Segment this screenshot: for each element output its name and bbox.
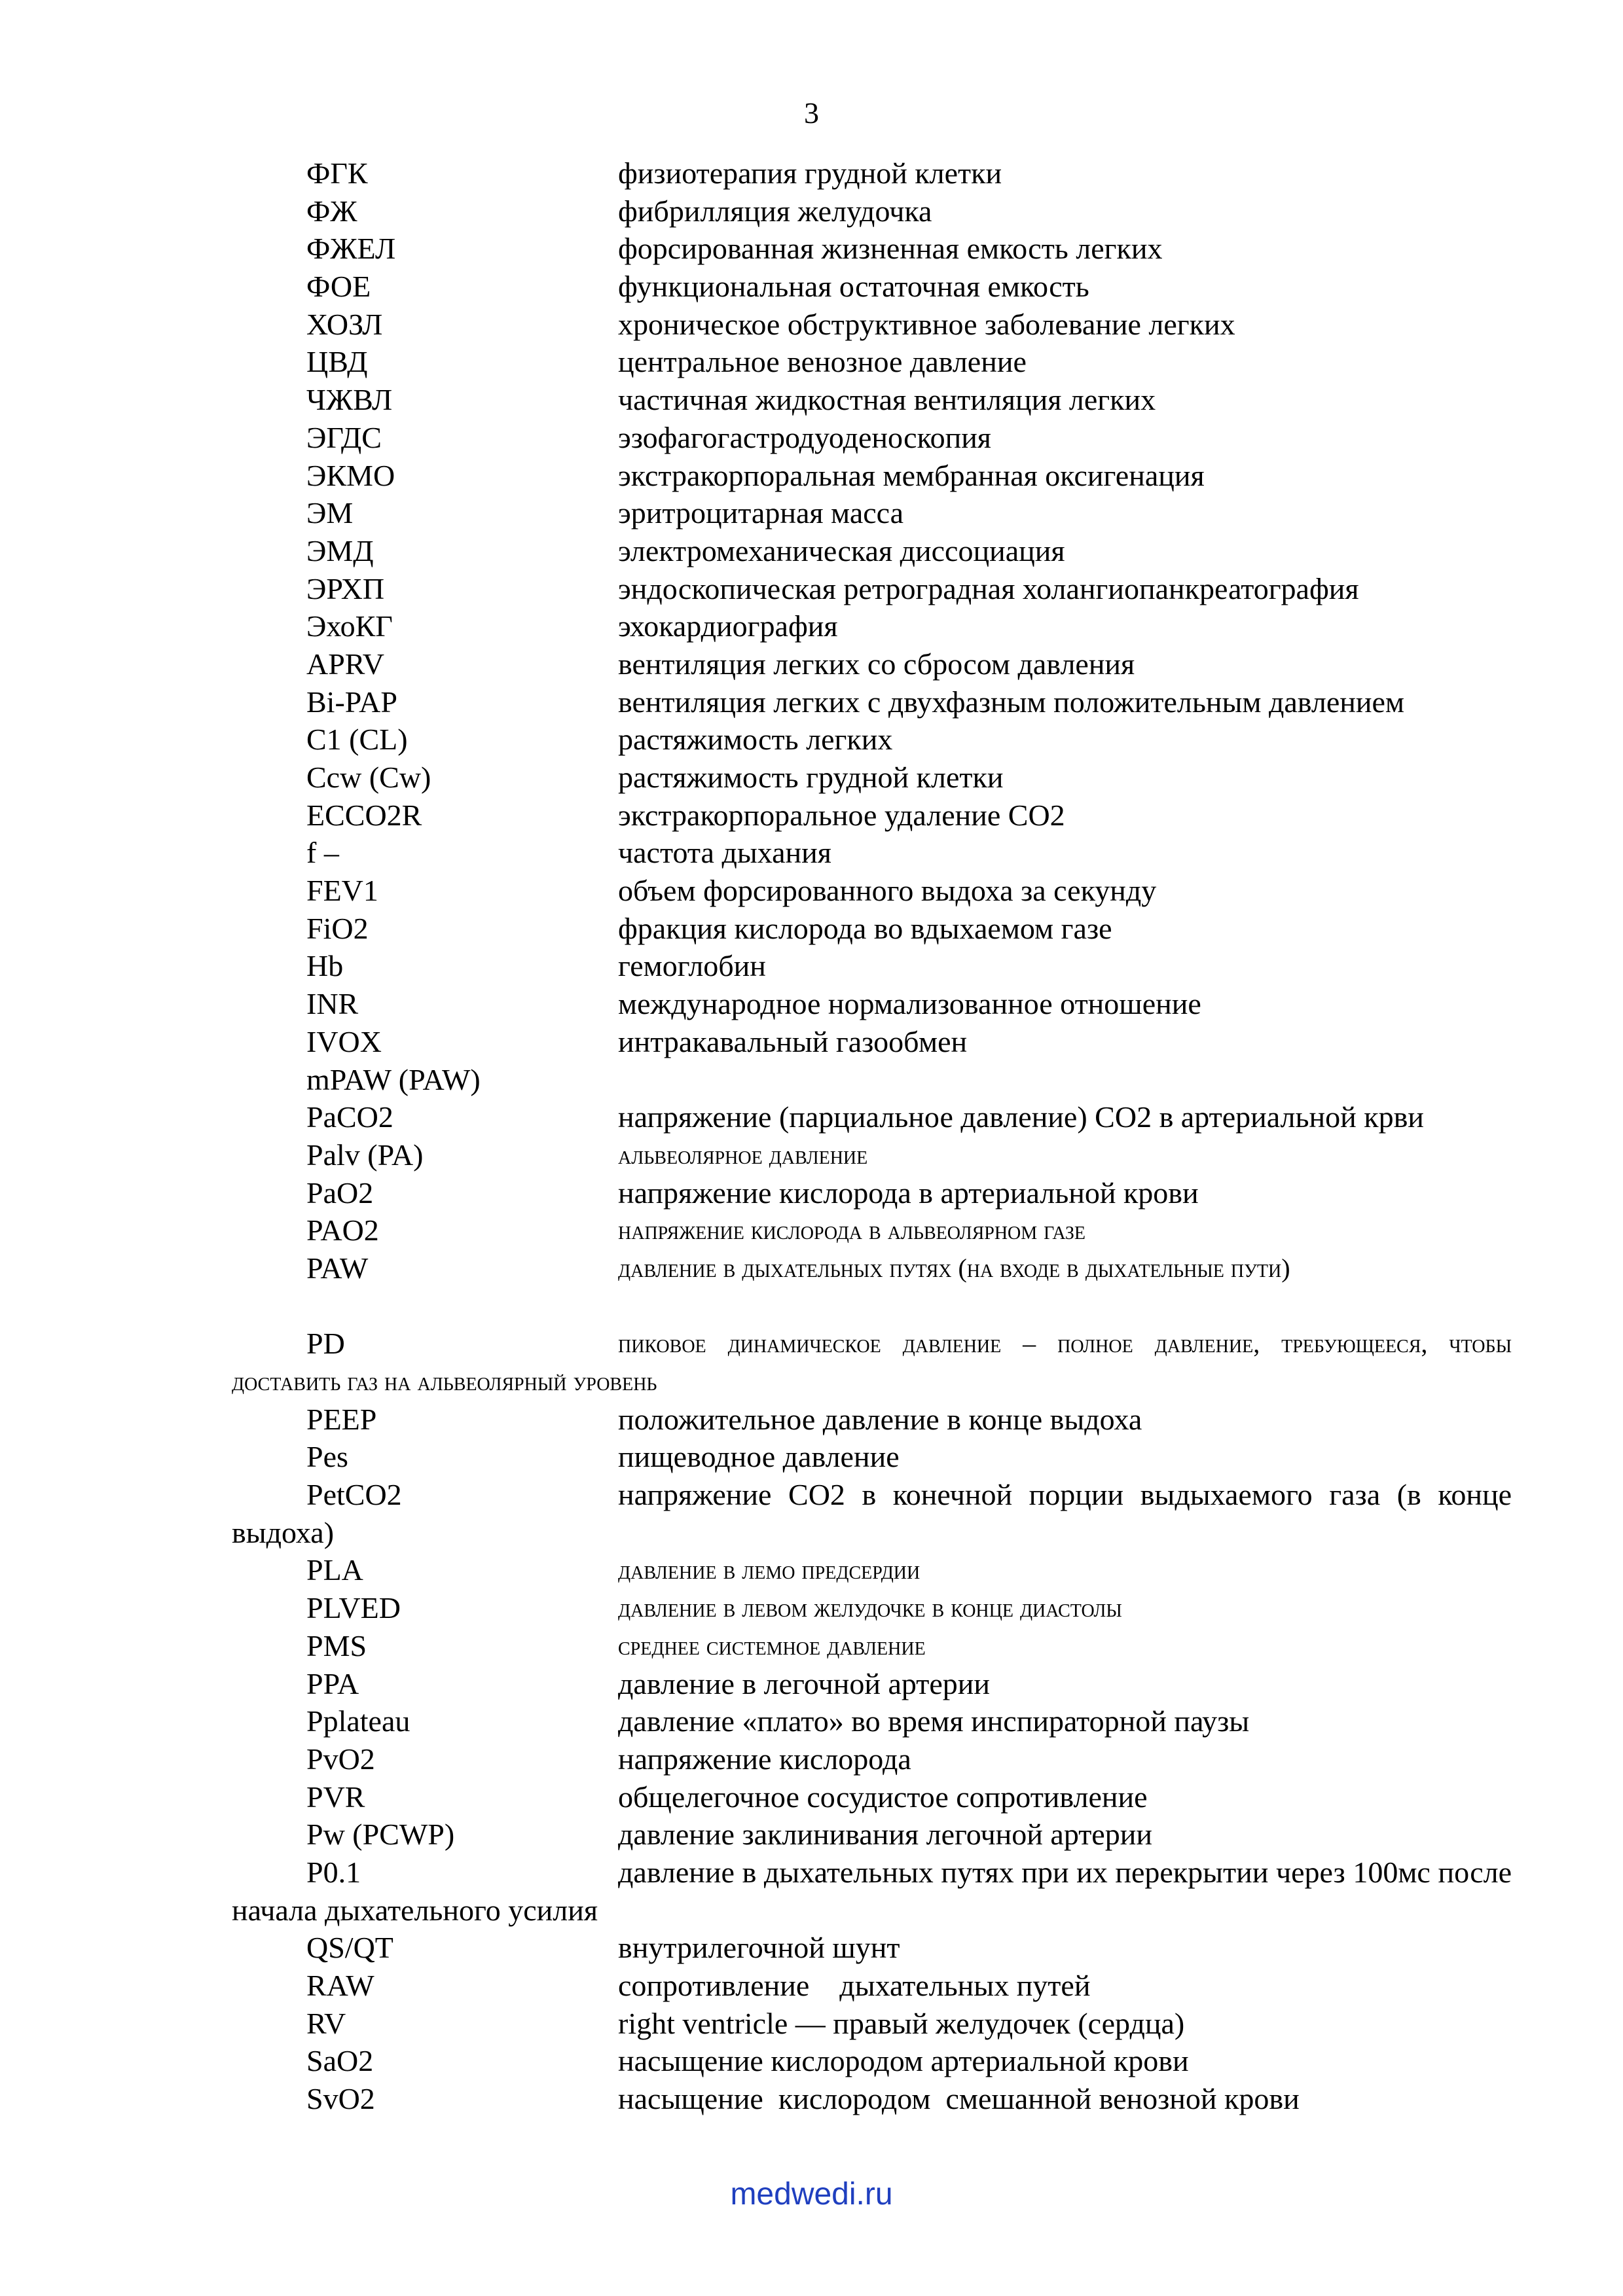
entry-definition: растяжимость легких [618,723,893,757]
entry-definition: пиковое динамическое давление – полное давление, требующееся, чтобы доставить газ на альвеолярный уровень [232,1329,1512,1397]
entry-abbr: ЭхоКГ [306,609,393,643]
entry-row-15 [232,721,1512,759]
entry-abbr: APRV [306,647,385,681]
entry-abbr: ФОЕ [306,270,371,304]
entry-definition: напряжение (парциальное давление) СО2 в артериальной крви [618,1100,1424,1134]
entry-definition: форсированная жизненная емкость легких [618,232,1163,266]
entry-abbr: P0.1 [306,1855,361,1889]
entry-definition: эхокардиография [618,609,838,643]
entry-definition: эритроцитарная масса [618,496,904,530]
entry-abbr: SvO2 [306,2082,375,2116]
entry-definition: электромеханическая диссоциация [618,533,1065,567]
entry-row-31 [232,1401,1512,1439]
entry-definition: среднее системное давление [618,1630,926,1660]
entry-row-3 [232,268,1512,306]
entry-definition: эндоскопическая ретроградная холангиопанкреатография [618,571,1359,605]
entry-abbr: PetCO2 [306,1478,402,1512]
entry-definition: объем форсированного выдоха за секунду [618,874,1157,908]
entry-row-28 [232,1211,1512,1249]
entry-row-23 [232,1023,1512,1061]
entry-row-17 [232,797,1512,834]
entry-abbr: Pw (PCWP) [306,1818,455,1852]
entry-row-30 [232,1325,1512,1400]
entry-definition: пищеводное давление [618,1440,900,1474]
entry-definition: насыщение кислородом смешанной венозной крови [618,2082,1300,2116]
entry-row-38 [232,1702,1512,1740]
entry-definition: интракавальный газообмен [618,1024,968,1058]
entry-abbr: PvO2 [306,1742,375,1776]
entry-definition: давление в легочной артерии [618,1666,991,1700]
entry-row-16 [232,759,1512,797]
entry-definition: растяжимость грудной клетки [618,761,1004,794]
entry-abbr: PaCO2 [306,1100,393,1134]
entry-abbr: Hb [306,949,344,983]
entry-abbr: Ccw (Cw) [306,761,431,794]
entry-abbr: ЧЖВЛ [306,383,393,417]
entry-definition: общелегочное сосудистое сопротивление [618,1780,1148,1814]
entry-abbr: FiO2 [306,911,369,945]
entry-row-34 [232,1551,1512,1589]
entry-row-6 [232,381,1512,419]
entry-row-27 [232,1174,1512,1212]
entry-abbr: PEEP [306,1402,377,1436]
entry-definition: напряжение СО2 в конечной порции выдыхаемого газа (в конце выдоха) [232,1478,1512,1549]
entry-definition: международное нормализованное отношение [618,987,1201,1021]
entry-abbr: PMS [306,1628,367,1662]
entry-row-36 [232,1627,1512,1665]
entry-abbr: ХОЗЛ [306,307,383,341]
entry-row-7 [232,419,1512,457]
entry-row-47 [232,2080,1512,2118]
entry-definition: гемоглобин [618,949,766,983]
entry-row-9 [232,494,1512,532]
entry-abbr: RAW [306,1969,374,2003]
entry-definition: сопротивление дыхательных путей [618,1969,1091,2003]
entry-row-13 [232,645,1512,683]
entry-row-0 [232,154,1512,192]
entry-row-20 [232,910,1512,948]
entry-definition: фракция кислорода во вдыхаемом газе [618,911,1112,945]
entry-row-42 [232,1854,1512,1929]
entry-row-10 [232,532,1512,570]
entry-abbr: RV [306,2006,346,2040]
entry-definition: фибрилляция желудочка [618,194,932,228]
entry-definition: right ventricle — правый желудочек (сердца) [618,2006,1185,2040]
entry-row-35 [232,1589,1512,1627]
entry-row-11 [232,570,1512,608]
entry-definition: центральное венозное давление [618,345,1027,379]
entry-row-45 [232,2005,1512,2043]
entry-abbr: C1 (CL) [306,723,408,757]
entry-row-41 [232,1816,1512,1854]
entry-row-40 [232,1778,1512,1816]
entry-abbr: ФЖЕЛ [306,232,396,266]
entry-definition: давление в дыхательных путях при их перекрытии через 100мс после начала дыхательного усилия [232,1855,1512,1927]
entry-definition: функциональная остаточная емкость [618,270,1089,304]
entry-abbr: ЦВД [306,345,368,379]
entry-definition: давление в левом желудочке в конце диастолы [618,1593,1122,1623]
entry-row-21 [232,947,1512,985]
entry-row-43 [232,1929,1512,1967]
entry-row-32 [232,1438,1512,1476]
entry-abbr: ЭГДС [306,420,382,454]
entry-definition: внутрилегочной шунт [618,1931,900,1965]
entry-abbr: PD [306,1327,345,1361]
entry-row-18 [232,834,1512,872]
entry-abbr: PaO2 [306,1175,374,1210]
entry-row-8 [232,457,1512,495]
entry-abbr: ECCO2R [306,798,422,832]
entry-definition: вентиляция легких со сбросом давления [618,647,1135,681]
entry-abbr: mPAW (PAW) [306,1062,481,1096]
entry-abbr: SaO2 [306,2044,374,2078]
entry-row-39 [232,1740,1512,1778]
entry-definition: физиотерапия грудной клетки [618,156,1002,190]
entry-row-14 [232,683,1512,721]
abbreviation-list [232,154,1512,2118]
entry-abbr: PLA [306,1553,363,1587]
entry-abbr: INR [306,987,359,1021]
entry-definition: частичная жидкостная вентиляция легких [618,383,1156,417]
entry-row-26 [232,1136,1512,1174]
entry-definition: хроническое обструктивное заболевание легких [618,307,1235,341]
footer-site-link[interactable]: medwedi.ru [730,2177,893,2212]
entry-row-29 [232,1249,1512,1325]
entry-definition: давление в лемо предсердии [618,1555,921,1585]
entry-definition: напряжение кислорода в альвеолярном газе [618,1215,1085,1246]
entry-row-24 [232,1061,1512,1099]
entry-row-12 [232,607,1512,645]
entry-abbr: ФЖ [306,194,357,228]
entry-abbr: PAW [306,1251,369,1285]
entry-abbr: Pes [306,1440,348,1474]
entry-definition: давление в дыхательных путях (на входе в дыхательные пути) [618,1253,1290,1283]
entry-abbr: ЭКМО [306,458,395,492]
entry-row-2 [232,230,1512,268]
entry-definition: экстракорпоральное удаление СО2 [618,798,1065,832]
entry-abbr: Bi-PAP [306,685,397,719]
entry-definition: положительное давление в конце выдоха [618,1402,1142,1436]
entry-definition: давление заклинивания легочной артерии [618,1818,1152,1852]
entry-abbr: PVR [306,1780,365,1814]
entry-abbr: PAO2 [306,1213,379,1247]
entry-abbr: IVOX [306,1024,382,1058]
entry-row-5 [232,343,1512,381]
entry-definition: насыщение кислородом артериальной крови [618,2044,1189,2078]
entry-definition: частота дыхания [618,836,831,870]
entry-abbr: ЭМД [306,533,374,567]
entry-abbr: PPA [306,1666,359,1700]
entry-abbr: ЭРХП [306,571,385,605]
entry-abbr: ЭМ [306,496,354,530]
entry-abbr: ФГК [306,156,368,190]
entry-row-33 [232,1476,1512,1551]
page-number: 3 [804,96,819,130]
entry-definition: давление «плато» во время инспираторной паузы [618,1704,1250,1738]
entry-abbr: QS/QT [306,1931,393,1965]
entry-row-22 [232,985,1512,1023]
entry-abbr: Palv (PA) [306,1138,424,1172]
entry-row-25 [232,1098,1512,1136]
entry-definition: экстракорпоральная мембранная оксигенация [618,458,1205,492]
entry-definition: напряжение кислорода [618,1742,911,1776]
entry-abbr: PLVED [306,1591,401,1625]
entry-row-46 [232,2042,1512,2080]
entry-row-1 [232,192,1512,230]
entry-definition: напряжение кислорода в артериальной крови [618,1175,1199,1210]
entry-definition: вентиляция легких с двухфазным положительным давлением [618,685,1405,719]
entry-row-44 [232,1967,1512,2005]
entry-row-19 [232,872,1512,910]
entry-definition: альвеолярное давление [618,1139,868,1170]
entry-abbr: Pplateau [306,1704,410,1738]
entry-abbr: FEV1 [306,874,378,908]
entry-row-37 [232,1665,1512,1703]
entry-row-4 [232,306,1512,344]
entry-abbr: f – [306,836,339,870]
entry-definition: эзофагогастродуоденоскопия [618,420,991,454]
